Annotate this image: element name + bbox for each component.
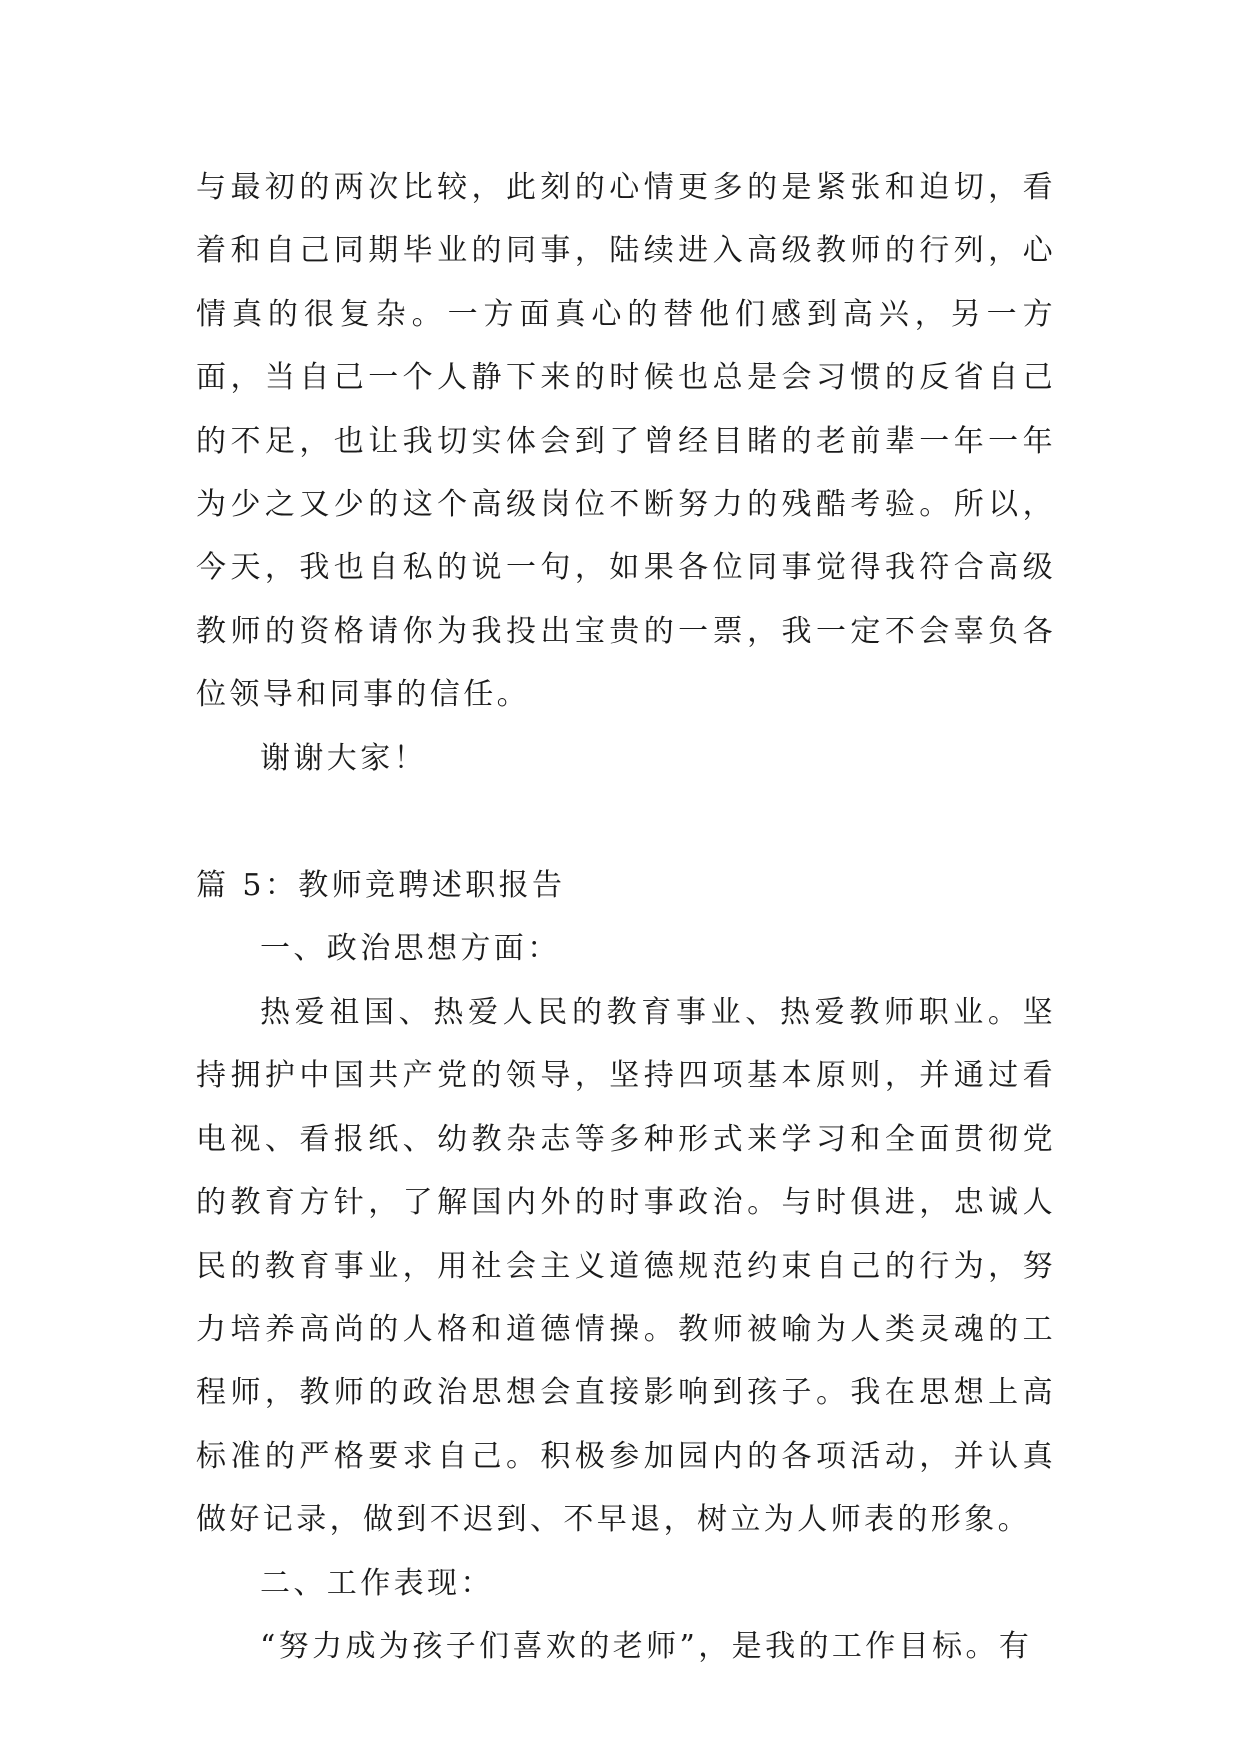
section-heading-work: 二、工作表现： bbox=[260, 1565, 494, 1601]
section-title: 篇 5：教师竞聘述职报告 bbox=[196, 868, 566, 904]
paragraph-politics: 热爱祖国、热爱人民的教育事业、热爱教师职业。坚持拥护中国共产党的领导，坚持四项基本原则，并通过看电视、看报纸、幼教杂志等多种形式来学习和全面贯彻党的教育方针，了解国内外的时事政治。与时俱进，忠诚人民的教育事业，用社会主义道德规范约束自己的行为，努力培养高尚的人格和道德情操。教师被喻为人类灵魂的工程师，教师的政治思想会直接影响到孩子。我在思想上高标准的严格要求自己。积极参加园内的各项活动，并认真做好记录，做到不迟到、不早退，树立为人师表的形象。 bbox=[196, 994, 1056, 1538]
paragraph-thanks: 谢谢大家！ bbox=[260, 740, 427, 776]
document-body bbox=[196, 156, 1056, 1678]
section-gap bbox=[196, 790, 1056, 854]
paragraph-work: “努力成为孩子们喜欢的老师”，是我的工作目标。有 bbox=[260, 1628, 1033, 1664]
paragraph-continued: 与最初的两次比较，此刻的心情更多的是紧张和迫切，看着和自己同期毕业的同事，陆续进入高级教师的行列，心情真的很复杂。一方面真心的替他们感到高兴，另一方面，当自己一个人静下来的时候也总是会习惯的反省自己的不足，也让我切实体会到了曾经目睹的老前辈一年一年为少之又少的这个高级岗位不断努力的残酷考验。所以，今天，我也自私的说一句，如果各位同事觉得我符合高级教师的资格请你为我投出宝贵的一票，我一定不会辜负各位领导和同事的信任。 bbox=[196, 170, 1056, 713]
section-heading-politics: 一、政治思想方面： bbox=[260, 931, 561, 967]
